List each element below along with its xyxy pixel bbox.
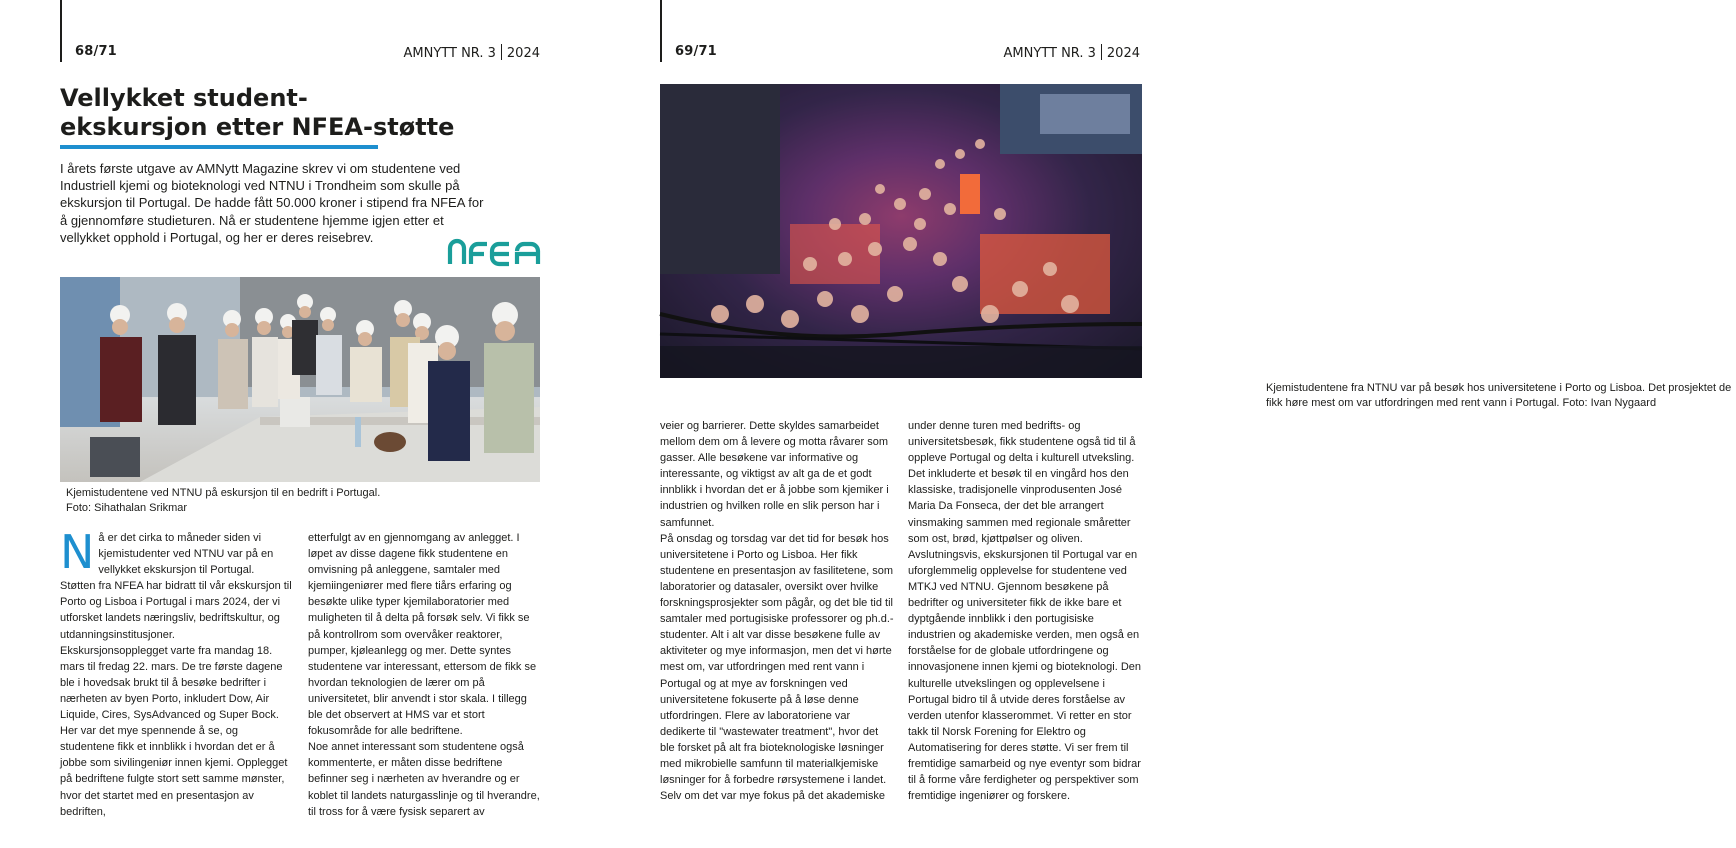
header-divider	[1101, 44, 1102, 60]
caption-text: Kjemistudentene ved NTNU på eskursjon til en bedrift i Portugal.	[66, 487, 381, 499]
crowd-photo-illustration	[660, 84, 1142, 378]
header-rule	[60, 0, 62, 62]
group-photo-illustration	[60, 277, 540, 482]
article-column-2	[308, 530, 540, 820]
article-column-1	[60, 525, 292, 820]
paragraph: Noe annet interessant som studentene også kommenterte, er måten disse bedriftene befinner seg i nærheten av hverandre og er koblet til landets naturgasslinje og til hverandre, til tross for å være fysisk separert av	[308, 741, 540, 818]
company-visit-photo	[60, 277, 540, 482]
magazine-year: 2024	[1106, 46, 1140, 61]
magazine-name: AMNYTT NR. 3	[403, 46, 496, 61]
magazine-year: 2024	[506, 46, 540, 61]
left-page	[0, 0, 600, 848]
caption-credit: Foto: Sihathalan Srikmar	[66, 502, 188, 514]
page-number: 69/71	[675, 44, 717, 59]
article-column-3	[660, 418, 894, 804]
article-title	[60, 84, 500, 142]
title-line-1: Vellykket student-	[60, 84, 308, 112]
nfea-logo	[447, 238, 541, 266]
magazine-header	[404, 44, 540, 61]
paragraph: veier og barrierer. Dette skyldes samarbeidet mellom dem om å levere og motta råvarer som gasser. Alle besøkene var informative og interessante, og viktigst av alt ga de et godt innblikk i hvordan det er å jobbe som kjemiker i industrien og hvilken rolle en slik person har i samfunnet.	[660, 420, 889, 529]
paragraph-text: å er det cirka to måneder siden vi kjemistudenter ved NTNU var på en vellykket ekskursjon til Portugal. Støtten fra NFEA har bidratt til vår ekskursjon til Porto og Lisboa i Portugal i mars 2024, der vi utforsket landets næringsliv, bedriftskultur, og utdanningsinstitusjoner.	[60, 532, 292, 641]
header-divider	[501, 44, 502, 60]
photo-caption-left	[66, 486, 486, 516]
university-event-photo	[660, 84, 1142, 378]
article-lead: I årets første utgave av AMNytt Magazine skrev vi om studentene ved Industriell kjemi og bioteknologi ved NTNU i Trondheim som skulle på ekskursjon til Portugal. De hadde fått 50.000 kroner i stipend fra NFEA for å gjennomføre studieturen. Nå er studentene hjemme igjen etter et vellykket opphold i Portugal, og her er deres reisebrev.	[60, 161, 484, 245]
paragraph: Selv om det var mye fokus på det akademiske	[660, 790, 885, 803]
paragraph	[60, 525, 292, 643]
title-line-2: ekskursjon etter NFEA-støtte	[60, 113, 455, 141]
paragraph: under denne turen med bedrifts- og universitetsbesøk, fikk studentene også tid til å oppleve Portugal og delta i kulturell utveksling. Det inkluderte et besøk til en vingård hos den klassiske, tradisjonelle vinprodusenten José Maria Da Fonseca, der det ble arrangert vinsmaking sammen med regionale småretter som ost, brød, kjøttpølser og oliven.	[908, 420, 1136, 545]
paragraph: etterfulgt av en gjennomgang av anlegget. I løpet av disse dagene fikk studentene en omvisning på anleggene, samtaler med kjemiingeniører med flere tiårs erfaring og besøkte ulike typer kjemilaboratorier med muligheten til å delta på forsøk selv. Vi fikk se på kontrollrom som overvåker reaktorer, pumper, kjøleanlegg og mer. Dette syntes studentene var interessant, ettersom de fikk se hvordan teknologien de lærer om på universitetet, blir anvendt i stor skala. I tillegg ble det observert at HMS var et stort fokusområde for alle bedriftene.	[308, 532, 537, 738]
header-rule	[660, 0, 662, 62]
magazine-header	[1004, 44, 1140, 61]
paragraph: Avslutningsvis, ekskursjonen til Portugal var en uforglemmelig opplevelse for studentene ved MTKJ ved NTNU. Gjennom besøkene på bedrifter og universiteter fikk de ikke bare et dyptgående innblikk i den portugisiske industrien og akademiske verden, men også en forståelse for de globale utfordringene og innovasjonene innen kjemi og bioteknologi. Den kulturelle utvekslingen og opplevelsene i Portugal bidro til å utvide deres forståelse av verden utenfor klasserommet. Vi retter en stor takk til Norsk Forening for Elektro og Automatisering for deres støtte. Vi ser frem til fremtidige samarbeid og nye eventyr som bidrar til å forme våre ferdigheter og perspektiver som fremtidige ingeniører og forskere.	[908, 548, 1141, 803]
article-column-4	[908, 418, 1142, 804]
magazine-name: AMNYTT NR. 3	[1003, 46, 1096, 61]
paragraph: På onsdag og torsdag var det tid for besøk hos universitetene i Porto og Lisboa. Her fikk studentene en presentasjon av fasilitetene, som laboratorier og datasaler, oversikt over hvilke forskningsprosjekter som pågår, og det ble tid til samtaler med portugisiske professorer og ph.d.-studenter. Alt i alt var disse besøkene fulle av aktiviteter og mye informasjon, men det vi hørte mest om, var utfordringen med rent vann i Portugal og at mye av forskningen ved universitetene fokuserte på å løse denne utfordringen. Flere av laboratoriene var dedikerte til "wastewater treatment", hvor det ble forsket på alt fra bioteknologiske løsninger med mikrobielle samfunn til materialkjemiske løsninger for å forbedre rørsystemene i landet.	[660, 532, 894, 787]
drop-cap: N	[60, 525, 95, 579]
page-number: 68/71	[75, 44, 117, 59]
right-page	[600, 0, 1732, 848]
title-underline	[60, 145, 378, 149]
paragraph: Ekskursjonsopplegget varte fra mandag 18. mars til fredag 22. mars. De tre første dagene ble i hovedsak brukt til å besøke bedrifter i nærheten av byen Porto, inkludert Dow, Air Liquide, Cires, SysAdvanced og Super Bock. Her var det mye spennende å se, og studentene fikk et innblikk i hvordan det er å jobbe som sivilingeniør innen kjemi. Opplegget på bedriftene fulgte stort sett samme mønster, hvor det startet med en presentasjon av bedriften,	[60, 644, 288, 818]
photo-caption-right: Kjemistudentene fra NTNU var på besøk hos universitetene i Porto og Lisboa. Det prosjektet de fikk høre mest om var utfordringen med rent vann i Portugal. Foto: Ivan Nygaard	[1266, 382, 1732, 409]
